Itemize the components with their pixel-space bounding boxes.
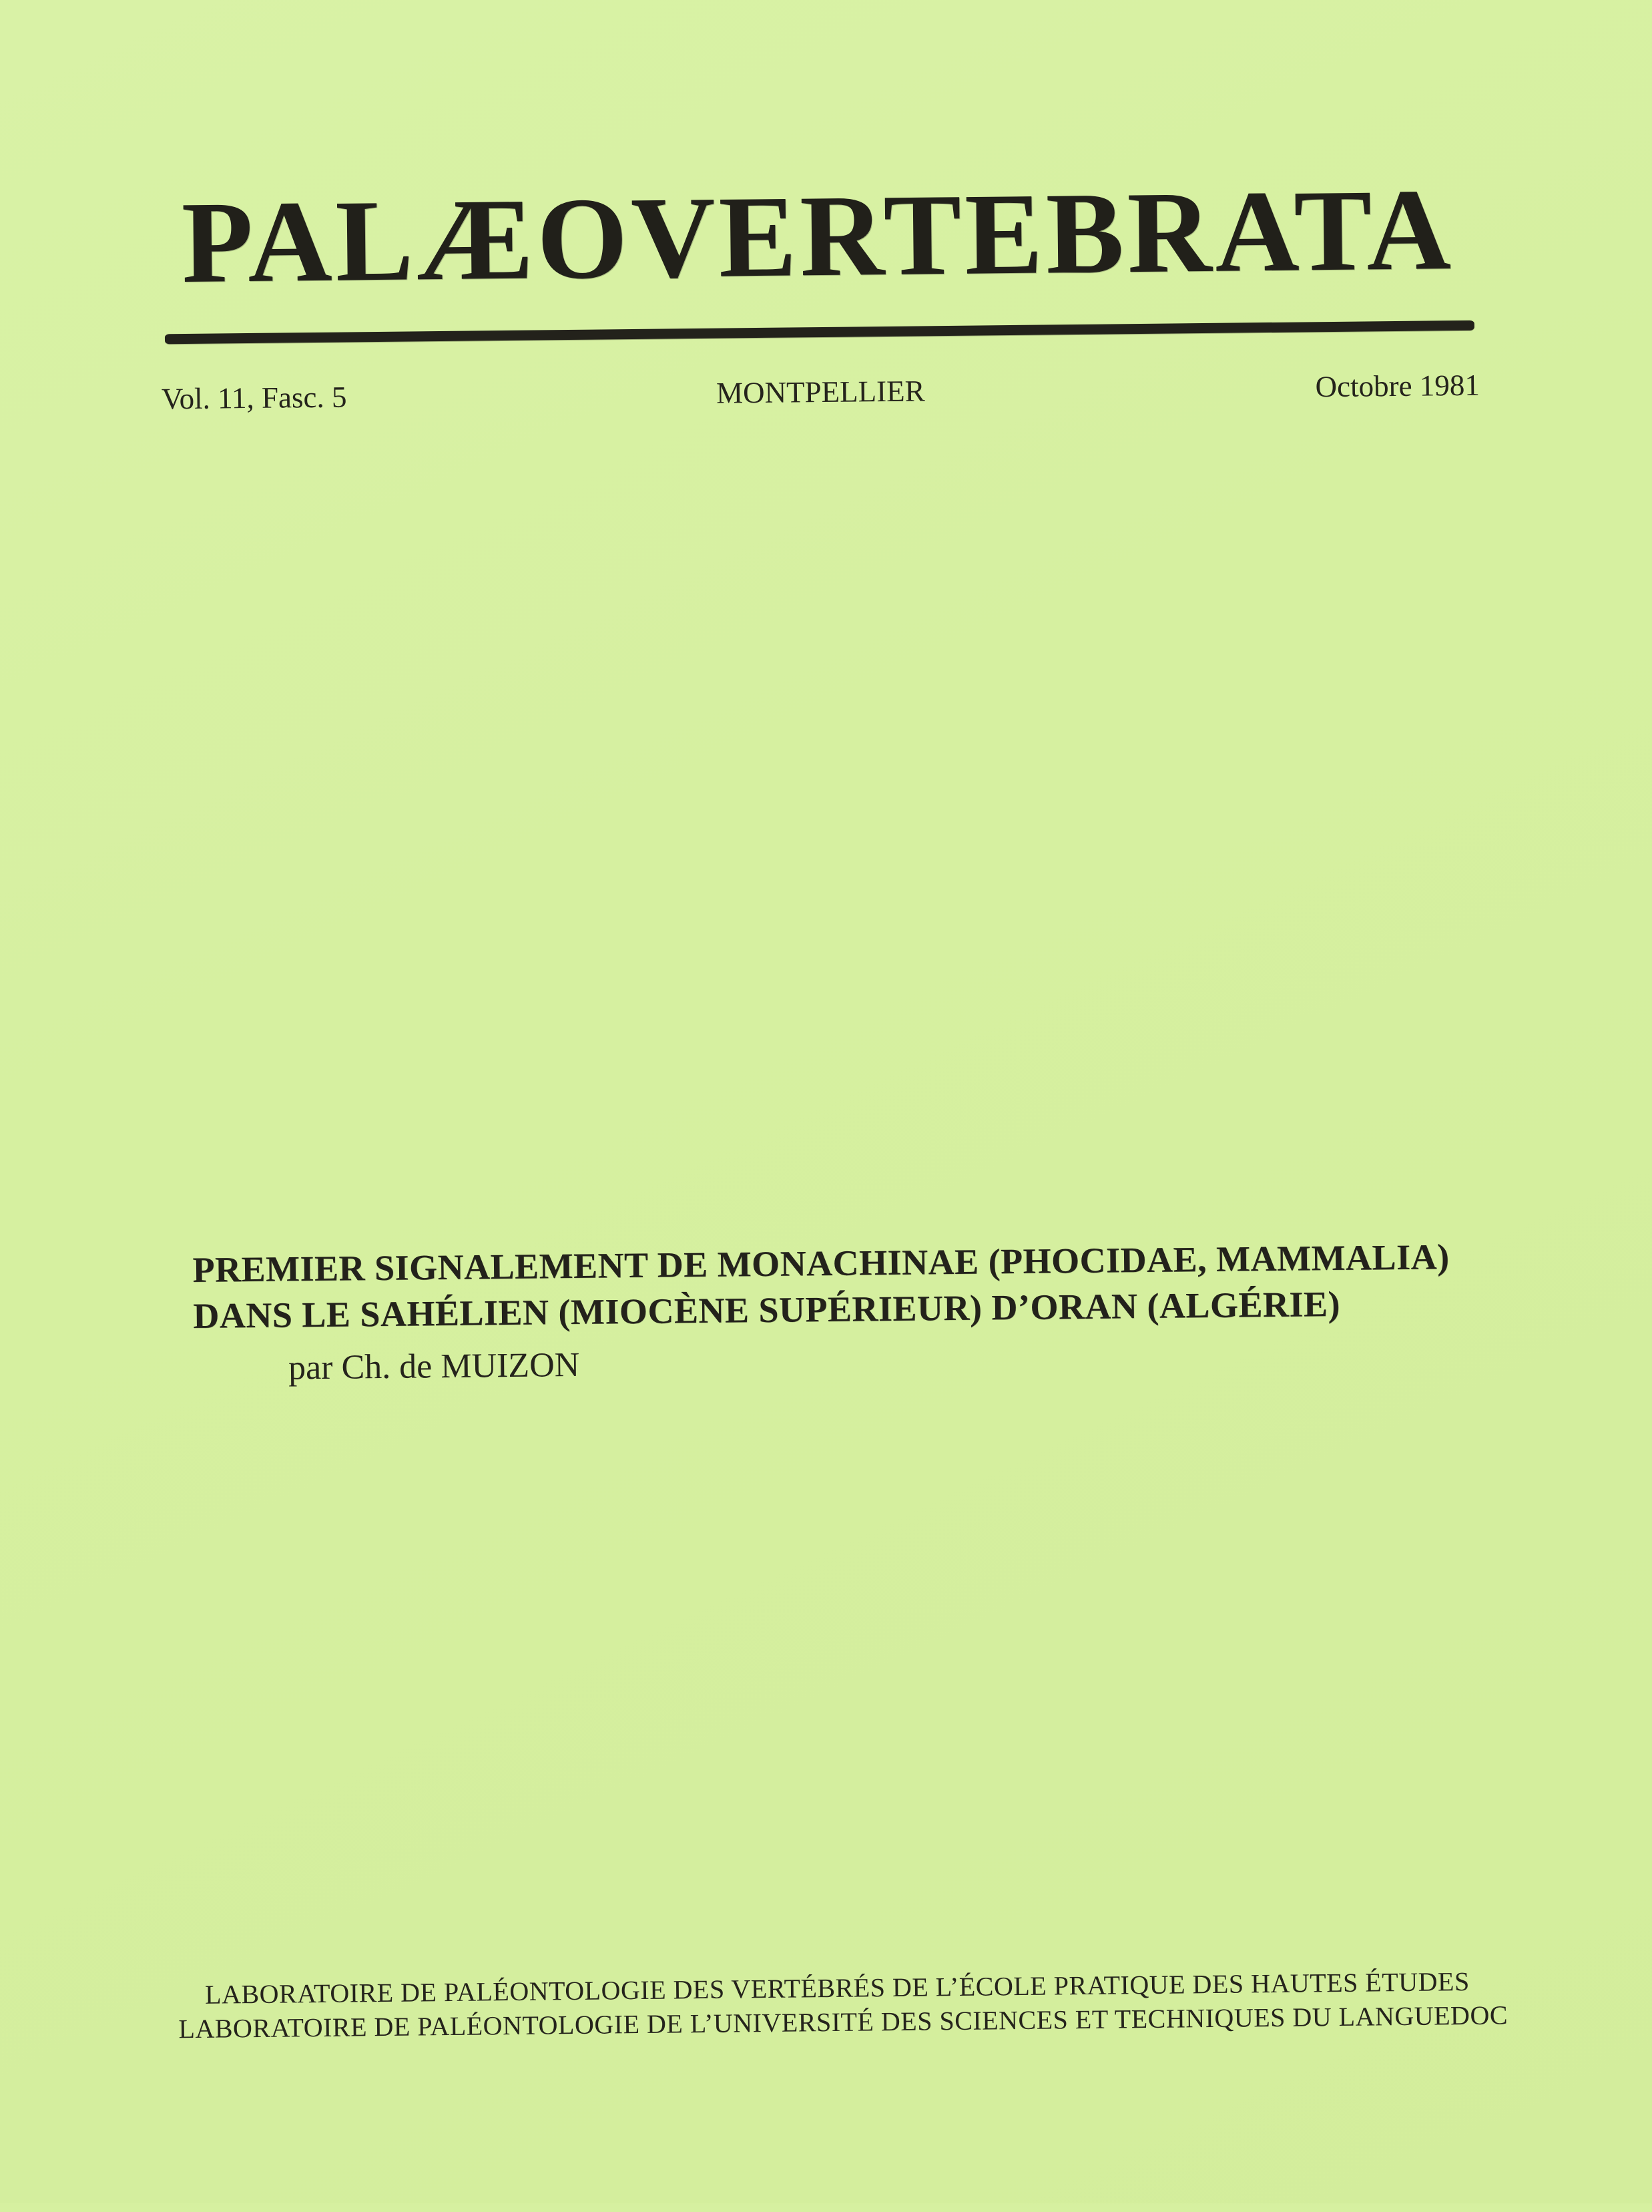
journal-title: PALÆOVERTEBRATA <box>181 164 1455 308</box>
article-title-block <box>192 1234 1492 1391</box>
publication-date-label: Octobre 1981 <box>1315 368 1480 404</box>
masthead-rule <box>165 320 1474 345</box>
publisher-line2: LABORATOIRE DE PALÉONTOLOGIE DE L’UNIVERSITÉ DES SCIENCES ET TECHNIQUES DU LANGUEDOC <box>178 2000 1508 2044</box>
volume-fascicle-label: Vol. 11, Fasc. 5 <box>161 380 347 416</box>
publisher-line1: LABORATOIRE DE PALÉONTOLOGIE DES VERTÉBRÉS DE L’ÉCOLE PRATIQUE DES HAUTES ÉTUDES <box>204 1966 1470 2010</box>
masthead-meta-row <box>162 367 1480 417</box>
article-byline: par Ch. de MUIZON <box>288 1346 580 1387</box>
article-title <box>192 1234 1491 1340</box>
publisher-footer <box>178 1964 1508 2046</box>
publication-city-label: MONTPELLIER <box>716 374 925 410</box>
article-title-line2: DANS LE SAHÉLIEN (MIOCÈNE SUPÉRIEUR) D’ORAN (ALGÉRIE) <box>192 1284 1341 1337</box>
article-title-line1: PREMIER SIGNALEMENT DE MONACHINAE (PHOCIDAE, MAMMALIA) <box>192 1237 1450 1290</box>
